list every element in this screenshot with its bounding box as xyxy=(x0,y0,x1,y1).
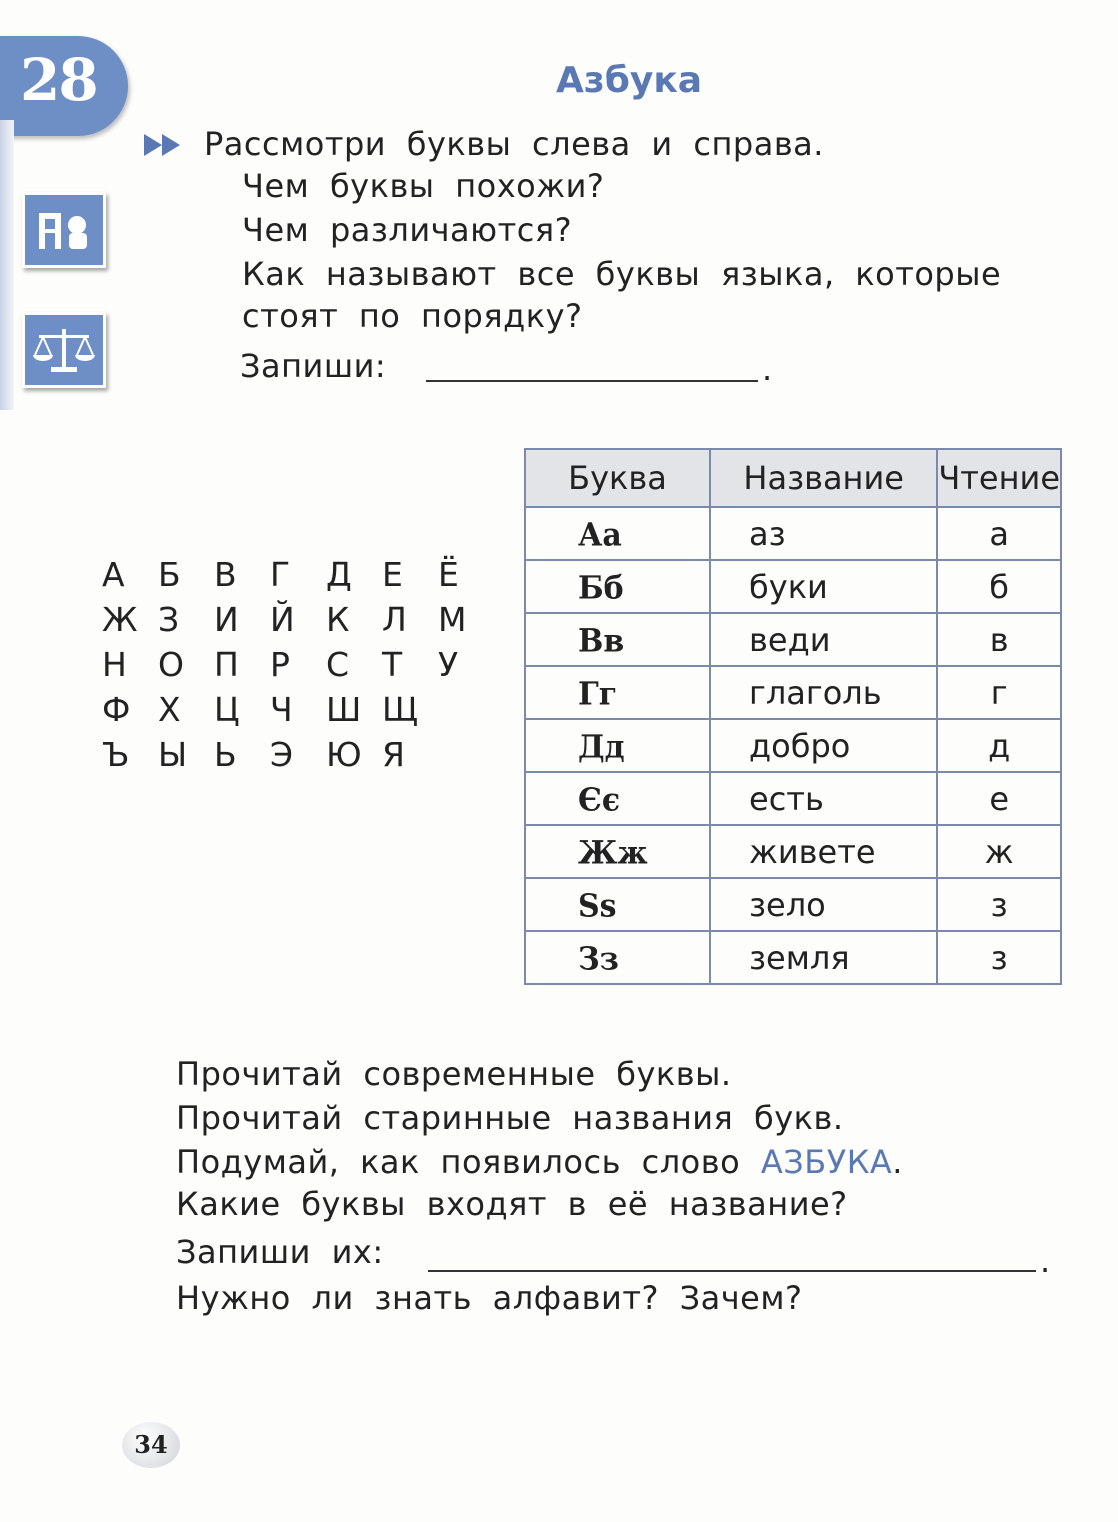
alphabet-row-3: Н О П Р С Т У xyxy=(102,645,460,684)
letter-name: веди xyxy=(710,613,937,666)
task1-answer-line[interactable] xyxy=(426,380,758,382)
task2-answer-dot: . xyxy=(1040,1242,1051,1280)
old-letter: Дд xyxy=(578,728,625,766)
letter-name: буки xyxy=(710,560,937,613)
letter-reading: в xyxy=(937,613,1061,666)
old-letter: Жж xyxy=(578,834,648,872)
table-row xyxy=(525,825,1061,878)
table-row xyxy=(525,719,1061,772)
alphabet-row-5: Ъ Ы Ь Э Ю Я xyxy=(102,735,406,774)
task1-line4: Как называют все буквы языка, которые xyxy=(242,255,1002,293)
letter-name: живете xyxy=(710,825,937,878)
modern-alphabet xyxy=(102,552,494,777)
letter-name: зело xyxy=(710,878,937,931)
old-letter: Гг xyxy=(578,675,618,713)
letter-reading: з xyxy=(937,931,1061,984)
table-header-row xyxy=(525,449,1061,507)
alphabet-row-4: Ф Х Ц Ч Ш Щ xyxy=(102,690,420,729)
page-number: 34 xyxy=(122,1422,180,1468)
page-edge-strip xyxy=(0,120,14,410)
scales-icon xyxy=(22,312,106,388)
letter-name: земля xyxy=(710,931,937,984)
lesson-number: 28 xyxy=(20,46,97,114)
letter-reading: е xyxy=(937,772,1061,825)
letter-reading: ж xyxy=(937,825,1061,878)
task2-line3: Подумай, как появилось слово АЗБУКА. xyxy=(176,1143,903,1181)
task2-line4: Какие буквы входят в её название? xyxy=(176,1185,848,1223)
task2-write-label: Запиши их: xyxy=(176,1233,384,1271)
table-row xyxy=(525,772,1061,825)
old-letter: Зз xyxy=(578,940,619,978)
letter-name: есть xyxy=(710,772,937,825)
page-title: Азбука xyxy=(555,60,703,101)
letter-reading: з xyxy=(937,878,1061,931)
table-row xyxy=(525,507,1061,560)
letter-name: аз xyxy=(710,507,937,560)
task2-line6: Нужно ли знать алфавит? Зачем? xyxy=(176,1279,803,1317)
letter-reading: а xyxy=(937,507,1061,560)
letter-reading: д xyxy=(937,719,1061,772)
task1-line2: Чем буквы похожи? xyxy=(242,167,605,205)
alphabet-row-2: Ж З И Й К Л М xyxy=(102,600,468,639)
header-letter: Буква xyxy=(525,449,710,507)
header-reading: Чтение xyxy=(937,449,1061,507)
table-row xyxy=(525,878,1061,931)
task1-write-label: Запиши: xyxy=(240,347,387,385)
highlight-word-azbuka: АЗБУКА xyxy=(760,1143,893,1181)
task2-line1: Прочитай современные буквы. xyxy=(176,1055,732,1093)
table-row xyxy=(525,666,1061,719)
table-row xyxy=(525,931,1061,984)
double-arrow-icon xyxy=(142,128,188,162)
old-letters-table xyxy=(524,448,1062,985)
old-letter: Ѕѕ xyxy=(578,887,617,925)
task2-line2: Прочитай старинные названия букв. xyxy=(176,1099,844,1137)
task2-answer-line[interactable] xyxy=(428,1270,1036,1272)
alphabet-row-1: А Б В Г Д Е Ё xyxy=(102,555,460,594)
header-name: Название xyxy=(710,449,937,507)
letter-reading: б xyxy=(937,560,1061,613)
task1-line1: Рассмотри буквы слева и справа. xyxy=(204,125,824,163)
task1-line3: Чем различаются? xyxy=(242,211,573,249)
teacher-desk-icon xyxy=(22,192,106,268)
old-letter: Єє xyxy=(578,781,621,819)
old-letter: Вв xyxy=(578,622,625,660)
old-letter: Бб xyxy=(578,569,624,607)
table-row xyxy=(525,613,1061,666)
task1-answer-dot: . xyxy=(762,350,773,388)
old-letter: Аа xyxy=(578,516,622,554)
table-row xyxy=(525,560,1061,613)
letter-reading: г xyxy=(937,666,1061,719)
letter-name: глаголь xyxy=(710,666,937,719)
letter-name: добро xyxy=(710,719,937,772)
task1-line5: стоят по порядку? xyxy=(242,297,583,335)
